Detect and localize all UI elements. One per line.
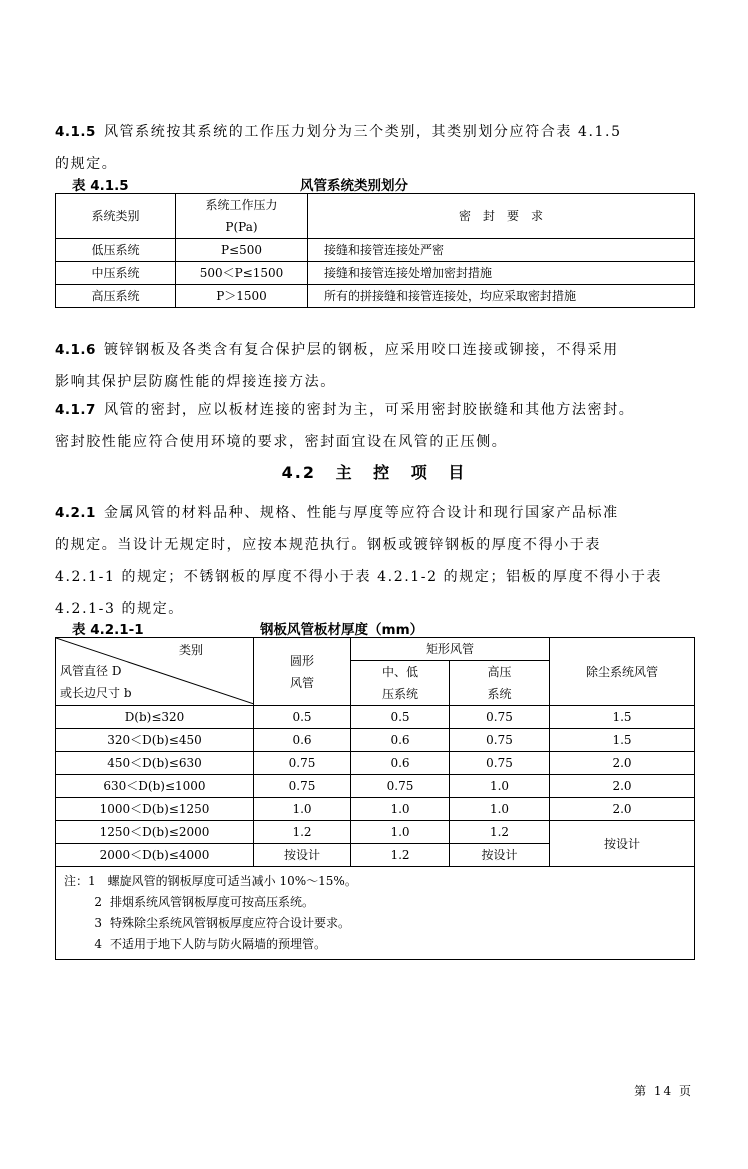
- table-cell: 1.0: [450, 775, 550, 798]
- header-text: 中、低: [381, 665, 418, 679]
- note-item: [64, 871, 694, 892]
- header-cell: [176, 194, 308, 239]
- table-cell: 按设计: [450, 844, 550, 867]
- header-text: 风管直径 D: [60, 664, 122, 678]
- clause-text-line: 风管系统按其系统的工作压力划分为三个类别，其类别划分应符合表 4.1.5: [103, 124, 622, 140]
- table-number: 表 4.2.1-1: [72, 622, 144, 638]
- clause-number: 4.2.1: [55, 505, 96, 521]
- table-cell: 0.5: [254, 706, 351, 729]
- table-cell: 中压系统: [56, 262, 176, 285]
- table-cell: 320＜D(b)≤450: [56, 729, 254, 752]
- table-cell: 630＜D(b)≤1000: [56, 775, 254, 798]
- table-row: [56, 262, 695, 285]
- table-cell: 1.5: [550, 729, 695, 752]
- table-number: 表 4.1.5: [72, 178, 129, 194]
- clause-number: 4.1.5: [55, 124, 96, 140]
- diagonal-header-cell: [56, 638, 254, 706]
- table-cell: 0.75: [450, 729, 550, 752]
- clause-text-line: 金属风管的材料品种、规格、性能与厚度等应符合设计和现行国家产品标准: [103, 505, 619, 521]
- note-item: [64, 913, 694, 934]
- heading-char: 主: [335, 463, 354, 482]
- table-title: 钢板风管板材厚度（mm）: [260, 622, 424, 638]
- table-cell: 0.75: [254, 775, 351, 798]
- table-cell: 0.75: [450, 752, 550, 775]
- note-number: 2: [94, 895, 102, 909]
- table-row: [56, 821, 695, 844]
- table-header-row: [56, 638, 695, 661]
- table-cell: 2.0: [550, 775, 695, 798]
- header-text: 系统工作压力: [205, 198, 278, 212]
- header-cell: 矩形风管: [351, 638, 550, 661]
- table-cell: 0.75: [450, 706, 550, 729]
- table-cell: 500＜P≤1500: [176, 262, 308, 285]
- table-cell: 0.6: [254, 729, 351, 752]
- header-cell: 密 封 要 求: [308, 194, 695, 239]
- note-number: 4: [94, 937, 102, 951]
- header-cell: [254, 638, 351, 706]
- note-item: [64, 892, 694, 913]
- table-row: [56, 798, 695, 821]
- header-text: 或长边尺寸 b: [60, 686, 132, 700]
- table-cell: 1.0: [351, 798, 450, 821]
- table-4-1-5: [55, 193, 695, 308]
- clause-text-line: 密封胶性能应符合使用环境的要求，密封面宜设在风管的正压侧。: [55, 434, 508, 450]
- clause-4-1-7: [55, 394, 695, 458]
- header-text: 系统: [487, 687, 512, 701]
- section-number: 4.2: [281, 463, 316, 482]
- note-prefix: 注：: [64, 874, 89, 888]
- table-cell: 1.0: [450, 798, 550, 821]
- table-cell: 1.0: [254, 798, 351, 821]
- header-text: 压系统: [381, 687, 418, 701]
- clause-text-line: 的规定。: [55, 156, 118, 172]
- header-cell: [450, 661, 550, 706]
- clause-text-line: 风管的密封，应以板材连接的密封为主，可采用密封胶嵌缝和其他方法密封。: [103, 402, 635, 418]
- table-cell: P＞1500: [176, 285, 308, 308]
- table-cell: 所有的拼接缝和接管连接处，均应采取密封措施: [308, 285, 695, 308]
- clause-text-line: 影响其保护层防腐性能的焊接连接方法。: [55, 374, 336, 390]
- table-notes-row: [56, 867, 695, 960]
- clause-text-line: 4.2.1-1 的规定；不锈钢板的厚度不得小于表 4.2.1-2 的规定；铝板的厚度不得小于表: [55, 569, 663, 585]
- table-cell: 1.2: [450, 821, 550, 844]
- header-cell: 系统类别: [56, 194, 176, 239]
- page-number: 第 14 页: [634, 1084, 693, 1098]
- heading-char: 目: [448, 463, 467, 482]
- clause-4-1-5: [55, 116, 695, 180]
- table-cell: 0.6: [351, 729, 450, 752]
- table-4-2-1-1: [55, 637, 695, 960]
- table-cell: 0.6: [351, 752, 450, 775]
- note-number: 1: [88, 874, 96, 888]
- table-cell: 低压系统: [56, 239, 176, 262]
- table-cell: P≤500: [176, 239, 308, 262]
- table-cell: 1.2: [351, 844, 450, 867]
- clause-text-line: 的规定。当设计无规定时，应按本规范执行。钢板或镀锌钢板的厚度不得小于表: [55, 537, 601, 553]
- table-notes: [56, 867, 695, 960]
- note-number: 3: [94, 916, 102, 930]
- table-cell: 0.75: [254, 752, 351, 775]
- table-row: [56, 752, 695, 775]
- heading-char: 控: [373, 463, 392, 482]
- heading-char: 项: [410, 463, 429, 482]
- table-cell: 2000＜D(b)≤4000: [56, 844, 254, 867]
- table-row: [56, 706, 695, 729]
- header-text: 圆形: [289, 653, 314, 668]
- table-cell: 1000＜D(b)≤1250: [56, 798, 254, 821]
- table-cell: 0.5: [351, 706, 450, 729]
- clause-text-line: 4.2.1-3 的规定。: [55, 601, 184, 617]
- header-cell: [351, 661, 450, 706]
- header-text: P(Pa): [225, 220, 258, 234]
- section-heading: [0, 460, 748, 483]
- table-cell: 按设计: [254, 844, 351, 867]
- header-text: 类别: [178, 643, 203, 657]
- note-text: 特殊除尘系统风管钢板厚度应符合设计要求。: [110, 916, 351, 930]
- table-header-row: [56, 194, 695, 239]
- header-text: 高压: [487, 665, 512, 679]
- table-cell: 1.2: [254, 821, 351, 844]
- table-cell: 1.5: [550, 706, 695, 729]
- clause-4-1-6: [55, 334, 695, 398]
- header-text: 风管: [289, 675, 314, 690]
- note-text: 不适用于地下人防与防火隔墙的预埋管。: [110, 937, 327, 951]
- table-cell: 1250＜D(b)≤2000: [56, 821, 254, 844]
- table-cell: 高压系统: [56, 285, 176, 308]
- table-cell: D(b)≤320: [56, 706, 254, 729]
- clause-number: 4.1.6: [55, 342, 96, 358]
- clause-4-2-1: [55, 497, 695, 625]
- table-row: [56, 775, 695, 798]
- table-caption: [72, 174, 408, 194]
- table-cell: 接缝和接管连接处严密: [308, 239, 695, 262]
- table-cell: 2.0: [550, 752, 695, 775]
- header-cell: 除尘系统风管: [550, 638, 695, 706]
- clause-text-line: 镀锌钢板及各类含有复合保护层的钢板，应采用咬口连接或铆接，不得采用: [103, 342, 619, 358]
- table-cell: 0.75: [351, 775, 450, 798]
- table-caption: [72, 618, 424, 638]
- table-row: [56, 239, 695, 262]
- note-text: 螺旋风管的钢板厚度可适当减小 10%～15%。: [107, 874, 357, 888]
- note-item: [64, 934, 694, 955]
- table-title: 风管系统类别划分: [300, 178, 408, 194]
- table-cell: 2.0: [550, 798, 695, 821]
- table-cell: 450＜D(b)≤630: [56, 752, 254, 775]
- note-text: 排烟系统风管钢板厚度可按高压系统。: [110, 895, 315, 909]
- table-cell: 按设计: [550, 821, 695, 867]
- table-cell: 接缝和接管连接处增加密封措施: [308, 262, 695, 285]
- table-row: [56, 285, 695, 308]
- table-cell: 1.0: [351, 821, 450, 844]
- clause-number: 4.1.7: [55, 402, 96, 418]
- table-row: [56, 729, 695, 752]
